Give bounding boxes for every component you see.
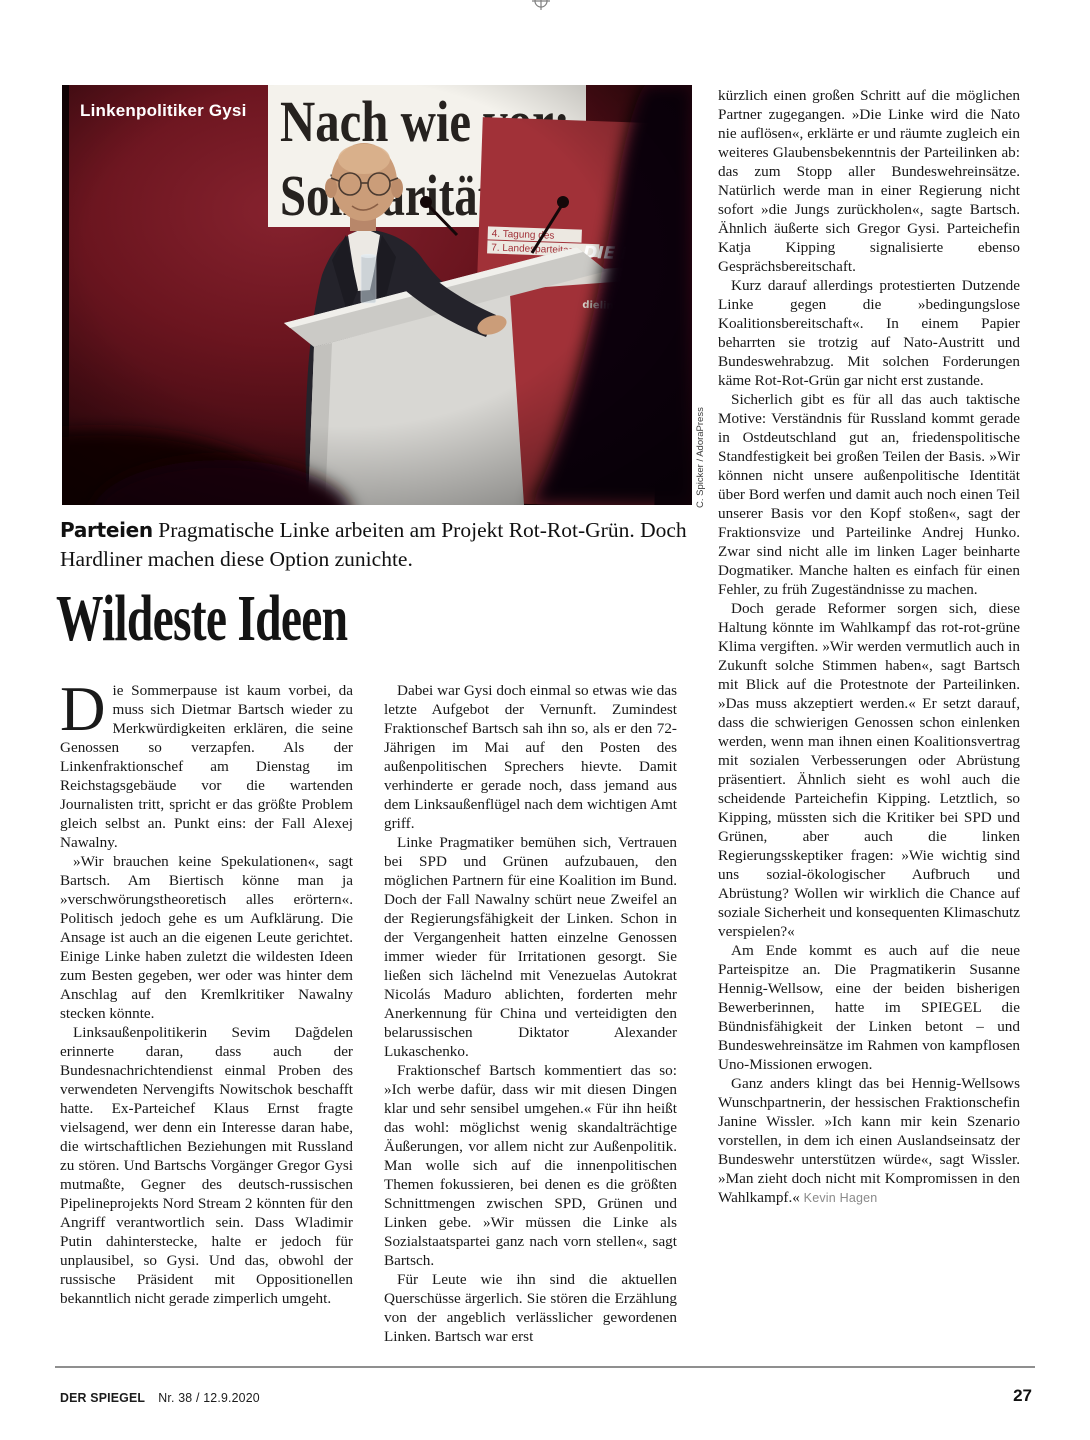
article-paragraph: Linksaußenpolitikerin Sevim Dağdelen erinnerte daran, dass auch der Bundesnachrichtendienst einmal Proben des verwendeten Nervengifts Nowitschok beschafft hatte. Ex-Parteichef Klaus Ernst fragte vielsagend, wer denn ein Interesse daran habe, die wirtschaftlichen Beziehungen mit Russland zu stören. Und Bartschs Vorgänger Gregor Gysi mutmaßte, Gegner des deutsch-russischen Pipelineprojekts Nord Stream 2 könnten für den Angriff verantwortlich sein. Dass Wladimir Putin dahinterstecke, halte er jedoch für unplausibel, so Gysi. Und das, obwohl der russische Präsident mit Oppositionellen bekanntlich nicht gerade zimperlich umgeht.	[60, 1024, 353, 1307]
footer-issue-info	[60, 1390, 260, 1405]
article-paragraph: Doch gerade Reformer sorgen sich, diese Haltung könnte im Wahlkampf das rot-rot-grüne Klima vergiften. »Wir werden vermutlich auch in Zukunft solche Stimmen haben«, sagt Bartsch mit Blick auf die Protestnote der Parteilinken. »Das muss akzeptiert werden.« Er setzt darauf, dass die schwierigen Genossen schon einlenken werden, wenn man ihnen einen Koalitionsvertrag mit sozialen Verbesserungen oder Abrüstung präsentiert. Ähnlich sieht es wohl auch die scheidende Parteichefin Kipping. Letztlich, so Kipping, müssten sich die Kritiker bei SPD und Grünen, aber auch die linken Regierungsskeptiker fragen: »Wie wichtig sind uns sozial-ökologischer Aufbruch und Abrüstung? Wollen wir wirklich die Chance auf soziale Sicherheit und konsequenten Klimaschutz verspielen?«	[718, 600, 1020, 940]
drop-cap: D	[60, 681, 106, 744]
paragraph-text: Ganz anders klingt das bei Hennig-Wellsows Wunschpartnerin, der hessischen Fraktionschefin Janine Wissler. »Ich kann mir kein Szenario vorstellen, in dem ich einen Auslandseinsatz der Bundeswehr unterstützen würde«, sagt Wissler. »Man zieht doch nicht mit Kompromissen in den Wahlkampf.«	[718, 1075, 1020, 1206]
magazine-name: DER SPIEGEL	[60, 1390, 146, 1405]
article-paragraph: »Wir brauchen keine Spekulationen«, sagt Bartsch. Am Biertisch könne man ja »verschwörungstheoretisch alles erörtern«. Politisch jedoch gehe es um Aufklärung. Die Ansage ist auch an die eigenen Leute gerichtet. Einige Linke haben zuletzt die wildesten Ideen zum Besten gegeben, wer oder was hinter dem Anschlag auf den Kremlkritiker Nawalny stecken könnte.	[60, 853, 353, 1022]
page-title: Wildeste Ideen	[56, 582, 348, 655]
paragraph-text: ie Sommerpause ist kaum vorbei, da muss sich Dietmar Bartsch wieder zu Merkwürdigkeiten erklären, die seine Genossen so verzapfen. Als der Linkenfraktionschef am Dienstag im Reichstagsgebäude vor die wartenden Journalisten tritt, spricht er das größte Problem gleich selbst an. Punkt eins: der Fall Alexej Nawalny.	[60, 682, 353, 851]
article-paragraph: Kurz darauf allerdings protestierten Dutzende Linke gegen die »bedingungslose Koalitionsbereitschaft«. In einem Papier beharrten sie trotzig auf Nato-Austritt und Bundeswehrabzug. Mit solchen Forderungen käme Rot-Rot-Grün gar nicht erst zustande.	[718, 277, 1020, 389]
footer-divider	[55, 1366, 1035, 1368]
kicker	[60, 516, 705, 574]
article-paragraph: Sicherlich gibt es für all das auch taktische Motive: Verständnis für Russland kommt gerade in Ostdeutschland gut an, friedenspolitische Standfestigkeit bei großen Teilen der Basis. »Wir können nicht unsere außenpolitische Identität über Bord werfen und damit auch noch einen Teil unserer Basis vor den Kopf stoßen«, sagt der Fraktionsvize und Parteilinke Andrej Hunko. Zwar sind nicht alle im linken Lager beinharte Dogmatiker. Manche halten es einfach für einen Fehler, zu früh Zugeständnisse zu machen.	[718, 391, 1020, 598]
article-paragraph	[718, 1074, 1020, 1208]
article-paragraph: kürzlich einen großen Schritt auf die möglichen Partner zugegangen. »Die Linke wird die Nato nie auflösen«, erklärte er und räumte zugleich ein weiteres Glaubensbekenntnis der Parteilinken ab: das zum Stopp aller Bundeswehreinsätze. Natürlich werde man in einer Regierung nicht sofort »die Jungs zurückholen«, sagte Bartsch. Ähnlich äußerte sich Gregor Gysi. Parteichefin Katja Kipping signalisierte ebenso Gesprächsbereitschaft.	[718, 87, 1020, 275]
kicker-text: Pragmatische Linke arbeiten am Projekt Rot-Rot-Grün. Doch Hardliner machen diese Option zunichte.	[60, 518, 687, 571]
article-paragraph: Für Leute wie ihn sind die aktuellen Querschüsse ärgerlich. Sie stören die Erzählung von der angeblich verlässlicher gewordenen Linken. Bartsch war erst	[384, 1271, 677, 1345]
article-paragraph: Fraktionschef Bartsch kommentiert das so: »Ich werbe dafür, dass wir mit diesen Dingen klar und sehr sensibel umgehen.« Für ihn heißt das wohl: möglichst wenig skandalträchtige Äußerungen, vor allem nicht zur Außenpolitik. Man wolle sich auf die innenpolitischen Themen fokussieren, bei denen es die größten Schnittmengen zwischen SPD, Grünen und Linken gebe. »Wir müssen die Linke als Sozialstaatspartei ganz nach vorn stellen«, sagt Bartsch.	[384, 1062, 677, 1269]
article-paragraph: Am Ende kommt es auch auf die neue Parteispitze an. Die Pragmatikerin Susanne Hennig-Wellsow, eine der beiden bisherigen Bewerberinnen, hatte im SPIEGEL die Bündnisfähigkeit der Linken betont – und Bundeswehreinsätze im Rahmen von kampflosen Uno-Missionen erwogen.	[718, 942, 1020, 1073]
photo-caption-label: Linkenpolitiker Gysi	[80, 101, 247, 120]
registration-mark-icon	[530, 0, 552, 13]
article-photo	[62, 85, 692, 505]
article-column-3	[718, 86, 1020, 1358]
author-byline: Kevin Hagen	[803, 1191, 878, 1205]
issue-number: Nr. 38 / 12.9.2020	[158, 1390, 260, 1405]
kicker-label: Parteien	[60, 518, 153, 542]
article-column-1	[60, 681, 353, 1349]
article-paragraph: Dabei war Gysi doch einmal so etwas wie das letzte Aufgebot der Vernunft. Zumindest Fraktionschef Bartsch sah ihn so, als er den 72-Jährigen im Mai auf den Posten des außenpolitischen Sprechers hievte. Damit verhinderte er gerade noch, dass jemand aus dem Linksaußenflügel nach dem wichtigen Amt griff.	[384, 682, 677, 832]
photo-credit: C. Spicker / AdoraPress	[695, 407, 706, 508]
photo-illustration	[62, 85, 692, 505]
article-paragraph: Linke Pragmatiker bemühen sich, Vertrauen bei SPD und Grünen aufzubauen, den möglichen Partnern für eine Koalition im Bund. Doch der Fall Nawalny schürt neue Zweifel an der Regierungsfähigkeit der Linken. Schon in der Vergangenheit hatten einzelne Genossen immer wieder für Irritationen gesorgt. Sie ließen sich lächelnd mit Venezuelas Autokrat Nicolás Maduro ablichten, forderten mehr Anerkennung für China und verteidigten den belarussischen Diktator Alexander Lukaschenko.	[384, 834, 677, 1060]
page-number: 27	[1013, 1386, 1032, 1405]
article-paragraph	[60, 681, 353, 852]
article-column-2	[384, 681, 677, 1349]
